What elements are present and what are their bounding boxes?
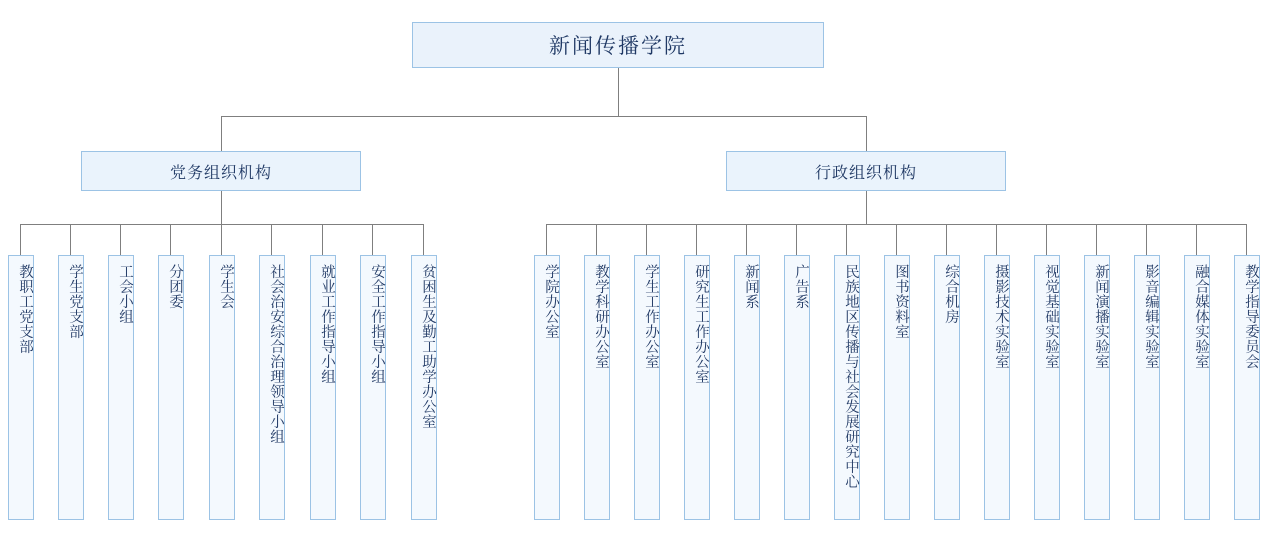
connector-leaf-drop-2-15 <box>1246 224 1247 255</box>
connector-leaf-drop-2-3 <box>646 224 647 255</box>
connector-leaf-drop-1-5 <box>221 224 222 255</box>
org-node-root-label: 新闻传播学院 <box>549 34 687 58</box>
org-leaf-1-7 <box>310 255 336 520</box>
connector-branch-drop-1 <box>221 116 222 151</box>
org-leaf-2-4-label: 研究生工作办公室 <box>693 264 709 384</box>
org-leaf-2-5-label: 新闻系 <box>743 264 759 309</box>
org-leaf-2-4 <box>684 255 710 520</box>
org-leaf-2-7-label: 民族地区传播与社会发展研究中心 <box>843 264 859 489</box>
connector-leaf-drop-1-6 <box>271 224 272 255</box>
connector-leaf-drop-2-4 <box>696 224 697 255</box>
org-leaf-2-12-label: 新闻演播实验室 <box>1093 264 1109 369</box>
connector-leaf-drop-2-5 <box>746 224 747 255</box>
org-node-branch-2-label: 行政组织机构 <box>814 162 917 182</box>
org-leaf-2-14-label: 融合媒体实验室 <box>1193 264 1209 369</box>
connector-leaf-drop-1-9 <box>423 224 424 255</box>
org-leaf-2-2-label: 教学科研办公室 <box>593 264 609 369</box>
connector-branch-1-stem <box>221 191 222 224</box>
org-node-root <box>412 22 824 68</box>
connector-branch-bus <box>221 116 867 117</box>
org-leaf-2-2 <box>584 255 610 520</box>
connector-leaf-drop-1-1 <box>20 224 21 255</box>
connector-leaf-drop-1-3 <box>120 224 121 255</box>
org-leaf-1-6 <box>259 255 285 520</box>
org-leaf-2-11-label: 视觉基础实验室 <box>1043 264 1059 369</box>
connector-leaf-drop-2-11 <box>1046 224 1047 255</box>
org-leaf-2-15-label: 教学指导委员会 <box>1243 264 1259 369</box>
org-leaf-2-10 <box>984 255 1010 520</box>
connector-leaf-drop-1-2 <box>70 224 71 255</box>
connector-leaf-drop-2-13 <box>1146 224 1147 255</box>
connector-leaf-drop-2-12 <box>1096 224 1097 255</box>
org-leaf-2-9 <box>934 255 960 520</box>
org-leaf-1-3-label: 工会小组 <box>117 264 133 324</box>
org-leaf-1-2 <box>58 255 84 520</box>
connector-leaf-drop-2-1 <box>546 224 547 255</box>
org-leaf-2-15 <box>1234 255 1260 520</box>
connector-leaf-drop-1-4 <box>170 224 171 255</box>
org-leaf-2-3-label: 学生工作办公室 <box>643 264 659 369</box>
org-leaf-2-13-label: 影音编辑实验室 <box>1143 264 1159 369</box>
connector-leaf-drop-2-14 <box>1196 224 1197 255</box>
org-leaf-1-8 <box>360 255 386 520</box>
connector-leaf-drop-2-2 <box>596 224 597 255</box>
org-leaf-2-7 <box>834 255 860 520</box>
connector-leaf-drop-2-10 <box>996 224 997 255</box>
org-leaf-1-6-label: 社会治安综合治理领导小组 <box>268 264 284 444</box>
connector-leaf-drop-1-7 <box>322 224 323 255</box>
org-leaf-1-5-label: 学生会 <box>218 264 234 309</box>
org-leaf-1-2-label: 学生党支部 <box>67 264 83 339</box>
org-leaf-1-1 <box>8 255 34 520</box>
connector-branch-2-stem <box>866 191 867 224</box>
org-leaf-1-4-label: 分团委 <box>167 264 183 309</box>
org-leaf-2-6 <box>784 255 810 520</box>
org-node-branch-1-label: 党务组织机构 <box>169 162 272 182</box>
org-leaf-2-3 <box>634 255 660 520</box>
org-leaf-2-14 <box>1184 255 1210 520</box>
connector-leaf-drop-2-8 <box>896 224 897 255</box>
org-leaf-1-4 <box>158 255 184 520</box>
connector-leaf-drop-2-7 <box>846 224 847 255</box>
org-leaf-1-1-label: 教职工党支部 <box>17 264 33 354</box>
org-leaf-2-9-label: 综合机房 <box>943 264 959 324</box>
org-leaf-2-5 <box>734 255 760 520</box>
org-leaf-1-8-label: 安全工作指导小组 <box>369 264 385 384</box>
connector-leaf-drop-2-9 <box>946 224 947 255</box>
org-leaf-1-9 <box>411 255 437 520</box>
org-leaf-2-11 <box>1034 255 1060 520</box>
org-leaf-2-1-label: 学院办公室 <box>543 264 559 339</box>
org-leaf-2-12 <box>1084 255 1110 520</box>
connector-root-stem <box>618 68 619 116</box>
org-leaf-1-5 <box>209 255 235 520</box>
org-leaf-1-7-label: 就业工作指导小组 <box>319 264 335 384</box>
org-node-branch-1 <box>81 151 361 191</box>
connector-branch-drop-2 <box>866 116 867 151</box>
org-leaf-2-13 <box>1134 255 1160 520</box>
org-leaf-2-1 <box>534 255 560 520</box>
connector-leaf-drop-1-8 <box>372 224 373 255</box>
org-leaf-2-10-label: 摄影技术实验室 <box>993 264 1009 369</box>
org-leaf-2-8 <box>884 255 910 520</box>
org-leaf-2-6-label: 广告系 <box>793 264 809 309</box>
connector-leaf-drop-2-6 <box>796 224 797 255</box>
org-node-branch-2 <box>726 151 1006 191</box>
org-leaf-1-9-label: 贫困生及勤工助学办公室 <box>420 264 436 429</box>
org-leaf-2-8-label: 图书资料室 <box>893 264 909 339</box>
org-leaf-1-3 <box>108 255 134 520</box>
